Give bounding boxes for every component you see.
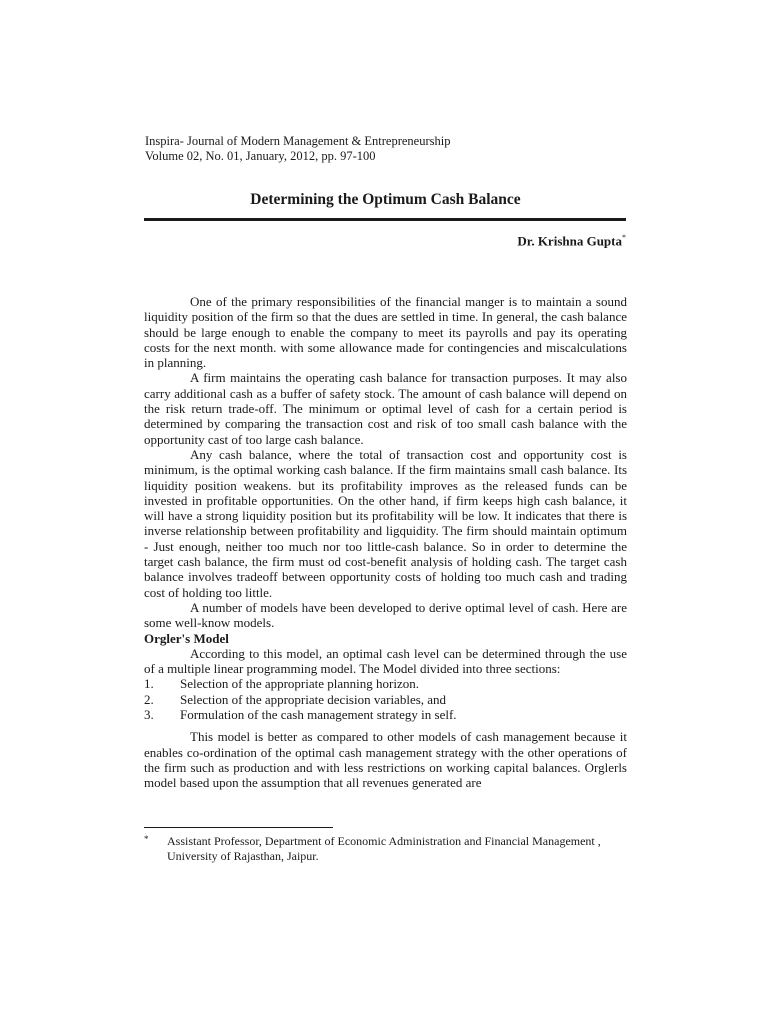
paragraph: A number of models have been developed to derive optimal level of cash. Here are some well-know models. bbox=[144, 599, 627, 631]
footnote-line-2: University of Rajasthan, Jaipur. bbox=[167, 849, 319, 863]
author-line bbox=[517, 233, 626, 249]
footnote-line-1: Assistant Professor, Department of Economic Administration and Financial Management , bbox=[167, 834, 601, 848]
paragraph: According to this model, an optimal cash level can be determined through the use of a multiple linear programming model. The Model divided into three sections: bbox=[144, 645, 627, 677]
author-name: Dr. Krishna Gupta bbox=[517, 233, 622, 249]
journal-name: Inspira- Journal of Modern Management & Entrepreneurship bbox=[145, 134, 451, 148]
list-item bbox=[144, 676, 627, 691]
footnote-rule bbox=[144, 827, 333, 828]
numbered-list bbox=[144, 676, 627, 722]
list-number: 2. bbox=[144, 691, 154, 707]
paragraph: One of the primary responsibilities of the financial manger is to maintain a sound liquidity position of the firm so that the dues are settled in time. In general, the cash balance should be large enough to enable the company to meet its payrolls and pay its operating costs for the next month. with some allowance made for contingencies and miscalculations in planning. bbox=[144, 294, 627, 371]
paragraph: Any cash balance, where the total of transaction cost and opportunity cost is minimum, is the optimal working cash balance. If the firm maintains small cash balance. Its liquidity position weakens. but its profitability improves as the released funds can be invested in profitable opportunities. On the other hand, if firm keeps high cash balance, it will have a strong liquidity position but its profitability will be low. It indicates that there is inverse relationship between profitability and ligquidity. The firm should maintain optimum - Just enough, neither too much nor too little-cash balance. So in order to determine the target cash balance, the firm must od cost-benefit analysis of holding cash. The target cash balance involves tradeoff between opportunity costs of holding too much cash and trading cost of holding too little. bbox=[144, 446, 627, 600]
author-footnote-mark: * bbox=[622, 233, 626, 242]
section-heading: Orgler's Model bbox=[144, 630, 229, 646]
journal-volume: Volume 02, No. 01, January, 2012, pp. 97-100 bbox=[145, 149, 376, 163]
list-item bbox=[144, 707, 627, 722]
title-rule bbox=[144, 218, 626, 221]
article-title: Determining the Optimum Cash Balance bbox=[250, 191, 521, 208]
paragraph: This model is better as compared to other models of cash management because it enables co-ordination of the optimal cash management strategy with the other operations of the firm such as production and with less restrictions on working capital balances. Orglerls model based upon the assumption that all revenues generated are bbox=[144, 729, 627, 791]
list-number: 1. bbox=[144, 676, 154, 692]
paragraph: A firm maintains the operating cash balance for transaction purposes. It may also carry additional cash as a buffer of safety stock. The amount of cash balance will depend on the risk return trade-off. The minimum or optimal level of cash for a certain period is determined by comparing the transaction cost and risk of too small cash balance with the opportunity cast of too large cash balance. bbox=[144, 370, 627, 447]
list-number: 3. bbox=[144, 707, 154, 723]
journal-header bbox=[145, 134, 450, 164]
list-text: Selection of the appropriate decision variables, and bbox=[180, 691, 447, 707]
list-text: Selection of the appropriate planning horizon. bbox=[180, 676, 419, 692]
list-text: Formulation of the cash management strategy in self. bbox=[180, 707, 457, 723]
footnote-mark: * bbox=[144, 834, 149, 844]
footnote bbox=[144, 834, 634, 864]
list-item bbox=[144, 692, 627, 707]
article-body bbox=[144, 294, 627, 791]
